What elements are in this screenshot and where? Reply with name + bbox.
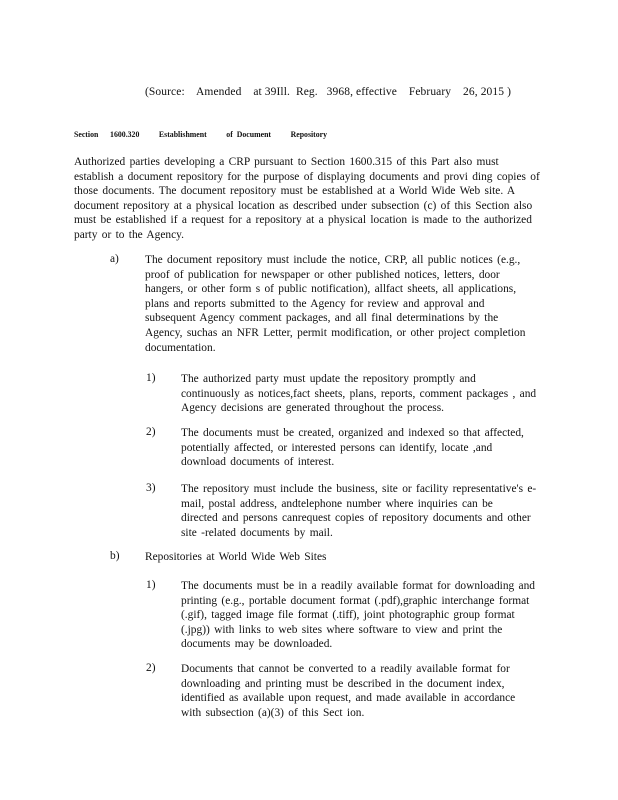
item-a3-paragraph (181, 482, 541, 540)
item-a-line: proof of publication for newspaper or other published notices, letters, door (145, 268, 500, 281)
item-b-line: Repositories at World Wide Web Sites (145, 551, 327, 563)
item-a-line: documentation. (145, 341, 216, 354)
item-b1-line: documents may be downloaded. (181, 638, 333, 651)
item-b1-marker: 1) (146, 579, 156, 591)
section-heading: Section 1600.320 Establishment of Document Repository (74, 129, 328, 139)
item-a2-line: The documents must be created, organized and indexed so that affected, (181, 427, 524, 439)
item-a2-marker: 2) (146, 426, 156, 438)
item-a3-marker: 3) (146, 482, 156, 494)
item-b2-line: Documents that cannot be converted to a readily available format for (181, 663, 510, 675)
item-b2-marker: 2) (146, 662, 156, 674)
item-a1-line: Agency decisions are generated throughout the process. (181, 402, 444, 415)
item-b2-line: identified as available upon request, and made available in accordance (181, 692, 516, 705)
item-a3-line: directed and persons canrequest copies of repository documents and other (181, 512, 531, 525)
item-b1-line: The documents must be in a readily available format for downloading and (181, 580, 536, 592)
item-a1-paragraph (181, 372, 537, 416)
item-a2-line: download documents of interest. (181, 456, 335, 469)
intro-line: Authorized parties developing a CRP pursuant to Section 1600.315 of this Part also must (74, 156, 499, 168)
intro-line: document repository at a physical location as described under subsection (c) of this Section also (74, 199, 533, 212)
intro-line: must be established if a request for a repository at a physical location is made to the authorized (74, 214, 532, 227)
item-b1-line: (.jpg)) with links to web sites where software to view and print the (181, 623, 503, 636)
item-b1-line: printing (e.g., portable document format (.pdf),graphic interchange format (181, 594, 530, 607)
item-a-line: Agency, suchas an NFR Letter, permit modification, or other project completion (145, 326, 526, 339)
item-a3-line: The repository must include the business, site or facility representative's e- (181, 483, 537, 495)
item-b-marker: b) (110, 550, 120, 562)
item-a3-line: mail, postal address, andtelephone number where inquiries can be (181, 497, 493, 510)
item-a-marker: a) (110, 253, 119, 265)
item-a-line: The document repository must include the notice, CRP, all public notices (e.g., (145, 254, 521, 266)
item-b1-paragraph (181, 579, 537, 652)
item-a-paragraph (145, 253, 530, 355)
intro-line: party or to the Agency. (74, 228, 184, 241)
item-a3-line: site -related documents by mail. (181, 526, 333, 539)
item-a-line: hangers, or other form s of public notification), allfact sheets, all applications, (145, 283, 517, 296)
item-b-heading (145, 550, 345, 565)
item-a1-marker: 1) (146, 372, 156, 384)
source-note: (Source: Amended at 39Ill. Reg. 3968, effective February 26, 2015 ) (145, 86, 512, 98)
item-a-line: plans and reports submitted to the Agency for review and approval and (145, 297, 485, 310)
item-a1-line: The authorized party must update the repository promptly and (181, 373, 476, 385)
item-a2-line: potentially affected, or interested persons can identify, locate ,and (181, 441, 493, 454)
item-a1-line: continuously as notices,fact sheets, plans, reports, comment packages , and (181, 387, 537, 400)
item-b2-paragraph (181, 662, 537, 720)
item-b1-line: (.gif), tagged image file format (.tiff), joint photographic group format (181, 609, 515, 622)
intro-line: establish a document repository for the purpose of displaying documents and provi ding copies of (74, 170, 540, 183)
item-b2-line: downloading and printing must be described in the document index, (181, 677, 505, 690)
item-a-line: subsequent Agency comment packages, and all final determinations by the (145, 312, 499, 325)
intro-line: those documents. The document repository must be established at a World Wide Web site. A (74, 185, 516, 198)
intro-paragraph (74, 155, 544, 243)
item-b2-line: with subsection (a)(3) of this Sect ion. (181, 706, 365, 719)
item-a2-paragraph (181, 426, 537, 470)
